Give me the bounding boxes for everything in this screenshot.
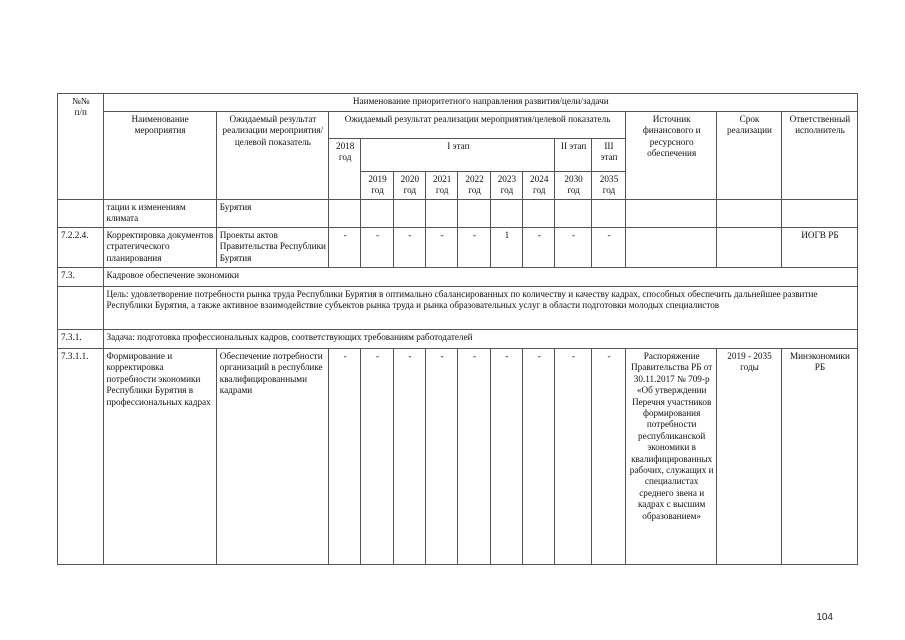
cell-term: [717, 228, 782, 268]
cell-2030: -: [555, 349, 591, 565]
page-number: 104: [816, 612, 833, 623]
cell-name: тации к изменениям климата: [103, 200, 216, 228]
header-num: №№ п/п: [58, 94, 104, 200]
header-stage-3: III этап: [591, 139, 625, 172]
section-title: Кадровое обеспечение экономики: [103, 268, 858, 287]
cell-2020: -: [393, 349, 425, 565]
header-row-2: [58, 112, 858, 139]
cell-result: Бурятия: [216, 200, 328, 228]
cell-source: Распоряжение Правительства РБ от 30.11.2017 № 709-р «Об утверждении Перечня участников формирования потребности республиканской экономики в квалифицированных рабочих, служащих и специалистах среднего звена и кадрах с высшим образованием»: [626, 349, 717, 565]
cell-2035: -: [591, 228, 625, 268]
cell-2024: -: [523, 349, 555, 565]
cell-2018: -: [328, 349, 360, 565]
cell-num: [58, 287, 104, 330]
table-row-7-2-2-4: [58, 228, 858, 268]
header-source: Источник финансового и ресурсного обеспечения: [626, 112, 717, 200]
cell-2022: -: [458, 228, 490, 268]
goal-text: Цель: удовлетворение потребности рынка труда Республики Бурятия в оптимально сбалансированных по количеству и качеству кадрах, способных обеспечить дальнейшее развитие Республики Бурятия, а также активное взаимодействие субъектов рынка труда и рынка образовательных услуг в области подготовки молодых специалистов: [103, 287, 858, 330]
header-2035: 2035 год: [591, 172, 625, 200]
header-2018: 2018 год: [328, 139, 360, 200]
cell-num: 7.3.1.1.: [58, 349, 104, 565]
header-result-years: Ожидаемый результат реализации мероприятия/целевой показатель: [328, 112, 625, 139]
cell-result: Обеспечение потребности организаций в республике квалифицированными кадрами: [216, 349, 328, 565]
header-2023: 2023 год: [490, 172, 522, 200]
task-text: Задача: подготовка профессиональных кадров, соответствующих требованиям работодателей: [103, 330, 858, 349]
header-responsible: Ответственный исполнитель: [781, 112, 857, 200]
cell-responsible: ИОГВ РБ: [781, 228, 857, 268]
cell-2023: 1: [490, 228, 522, 268]
header-2030: 2030 год: [555, 172, 591, 200]
header-term: Срок реализации: [717, 112, 782, 200]
header-2021: 2021 год: [426, 172, 458, 200]
cell-2030: -: [555, 228, 591, 268]
header-row-1: [58, 94, 858, 112]
cell-2021: -: [426, 228, 458, 268]
header-2022: 2022 год: [458, 172, 490, 200]
cell-2021: -: [426, 349, 458, 565]
header-2020: 2020 год: [393, 172, 425, 200]
header-direction: Наименование приоритетного направления развития/цели/задачи: [103, 94, 858, 112]
header-stage-2: II этап: [555, 139, 591, 172]
cell-2018: -: [328, 228, 360, 268]
cell-2024: -: [523, 228, 555, 268]
table-row-continued: [58, 200, 858, 228]
cell-2019: -: [361, 228, 393, 268]
cell-source: [626, 228, 717, 268]
cell-num: [58, 200, 104, 228]
table-row-7-3: [58, 268, 858, 287]
cell-name: Корректировка документов стратегического планирования: [103, 228, 216, 268]
plan-table: [57, 93, 858, 565]
header-name: Наименование мероприятия: [103, 112, 216, 200]
header-stage-1: I этап: [361, 139, 555, 172]
cell-num: 7.3.1.: [58, 330, 104, 349]
cell-2019: -: [361, 349, 393, 565]
cell-term: 2019 - 2035 годы: [717, 349, 782, 565]
cell-2035: -: [591, 349, 625, 565]
table-row-7-3-1-1: [58, 349, 858, 565]
cell-num: 7.2.2.4.: [58, 228, 104, 268]
cell-2020: -: [393, 228, 425, 268]
header-result: Ожидаемый результат реализации мероприятия/целевой показатель: [216, 112, 328, 200]
cell-responsible: Минэкономики РБ: [781, 349, 857, 565]
table-row-7-3-1: [58, 330, 858, 349]
cell-result: Проекты актов Правительства Республики Бурятия: [216, 228, 328, 268]
header-2019: 2019 год: [361, 172, 393, 200]
cell-2023: -: [490, 349, 522, 565]
header-2024: 2024 год: [523, 172, 555, 200]
cell-name: Формирование и корректировка потребности экономики Республики Бурятия в профессиональных кадрах: [103, 349, 216, 565]
table-row-goal: [58, 287, 858, 330]
cell-num: 7.3.: [58, 268, 104, 287]
cell-2022: -: [458, 349, 490, 565]
